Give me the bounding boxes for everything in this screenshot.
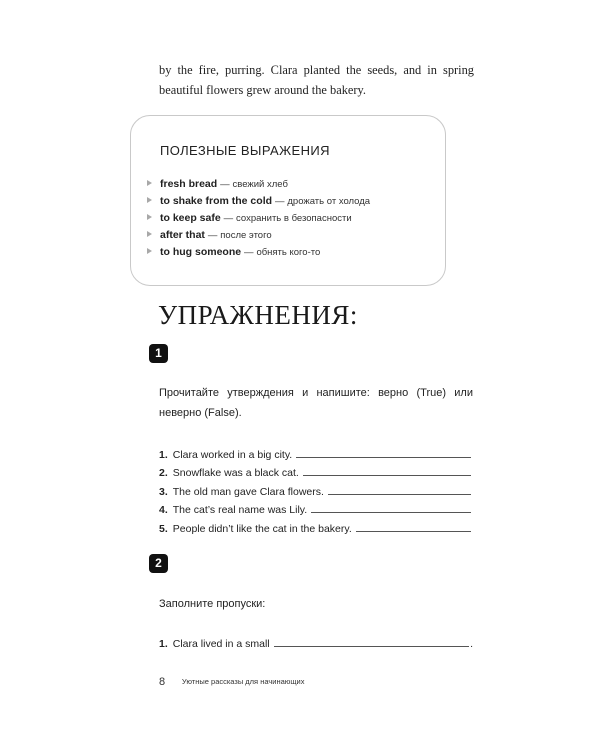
phrase-dash: —: [274, 196, 285, 207]
triangle-bullet-icon: [147, 180, 152, 186]
phrase-item: [147, 244, 370, 261]
phrase-dash: —: [207, 230, 218, 241]
fill-item: [159, 631, 473, 650]
statement-item: [159, 479, 471, 498]
exercise-2-number-badge: 2: [149, 554, 168, 573]
statement-number: 4.: [159, 504, 168, 517]
phrase-russian: дрожать от холода: [287, 196, 371, 207]
statement-number: 1.: [159, 448, 168, 461]
phrase-dash: —: [220, 179, 230, 190]
statement-text: Snowflake was a black cat.: [172, 467, 299, 480]
phrase-item: [147, 176, 370, 193]
statement-text: The old man gave Clara flowers.: [172, 485, 324, 498]
phrase-item: [147, 193, 370, 210]
story-text: [159, 60, 474, 100]
phrase-english: to keep safe: [160, 212, 221, 224]
triangle-bullet-icon: [147, 231, 152, 237]
triangle-bullet-icon: [147, 214, 152, 220]
exercise-2-fill-in: [159, 631, 473, 650]
phrase-russian: обнять кого-то: [256, 247, 321, 258]
answer-line[interactable]: [311, 512, 471, 513]
page-footer: [159, 676, 305, 688]
statement-text: Clara worked in a big city.: [172, 448, 293, 461]
exercise-2-instruction: Заполните пропуски:: [159, 598, 266, 610]
story-line: by the fire, purring. Clara planted the seeds, and in spring beautiful: [159, 63, 474, 97]
phrase-dash: —: [223, 213, 234, 224]
phrase-russian: свежий хлеб: [232, 179, 288, 190]
statement-number: 5.: [159, 522, 168, 535]
phrases-list: [147, 176, 370, 261]
phrase-english: to shake from the cold: [160, 195, 273, 207]
phrase-dash: —: [244, 247, 254, 258]
blank-line[interactable]: [274, 646, 469, 647]
answer-line[interactable]: [356, 531, 471, 532]
story-line: flowers grew around the bakery.: [206, 83, 367, 97]
statement-number: 2.: [159, 467, 168, 480]
exercise-1-number-badge: 1: [149, 344, 168, 363]
phrase-russian: после этого: [220, 230, 272, 241]
useful-phrases-title: ПОЛЕЗНЫЕ ВЫРАЖЕНИЯ: [160, 143, 330, 158]
fill-text: Clara lived in a small: [172, 637, 270, 650]
statement-text: The cat’s real name was Lily.: [172, 504, 308, 517]
statement-item: [159, 461, 471, 480]
exercises-heading: УПРАЖНЕНИЯ:: [158, 300, 358, 330]
phrase-english: after that: [160, 229, 205, 241]
exercise-1-statements: [159, 442, 471, 535]
phrase-russian: сохранить в безопасности: [236, 213, 352, 224]
page-number: 8: [159, 676, 166, 688]
useful-phrases-box: [130, 115, 446, 286]
phrase-english: fresh bread: [160, 178, 218, 190]
statement-text: People didn’t like the cat in the bakery.: [172, 522, 352, 535]
answer-line[interactable]: [303, 475, 471, 476]
phrase-english: to hug someone: [160, 246, 242, 258]
statement-item: [159, 498, 471, 517]
triangle-bullet-icon: [147, 248, 152, 254]
book-title: Уютные рассказы для начинающих: [181, 677, 305, 686]
answer-line[interactable]: [296, 457, 471, 458]
statement-number: 3.: [159, 485, 168, 498]
triangle-bullet-icon: [147, 197, 152, 203]
fill-end-punctuation: .: [470, 637, 473, 650]
statement-item: [159, 442, 471, 461]
answer-line[interactable]: [328, 494, 471, 495]
fill-number: 1.: [159, 637, 168, 650]
phrase-item: [147, 227, 370, 244]
phrase-item: [147, 210, 370, 227]
exercise-1-instruction: Прочитайте утверждения и напишите: верно (True) или неверно (False).: [159, 387, 473, 419]
statement-item: [159, 516, 471, 535]
